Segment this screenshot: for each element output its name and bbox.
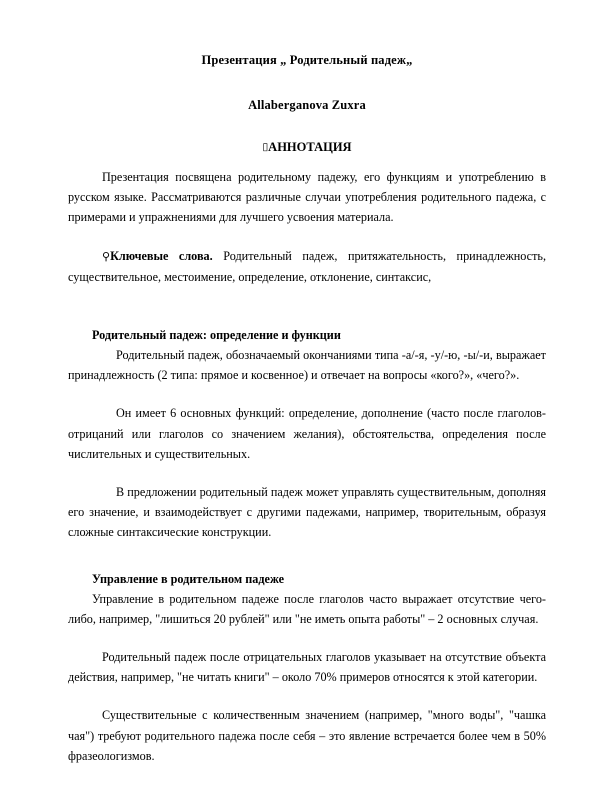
section-paragraph: Родительный падеж после отрицательных глаголов указывает на отсутствие объекта действия, например, "не читать книги" – около 70% примеров относятся к этой категории. [68,650,546,685]
spacer [68,385,546,403]
section-heading-definition: Родительный падеж: определение и функции [92,328,341,343]
section-paragraph: Существительные с количественным значением (например, "много воды", "чашка чая") требуют родительного падежа после себя – это явление встречается более чем в 50% фразеологизмов. [68,708,546,763]
spacer [68,158,546,167]
spacer [68,464,546,482]
author-name: Allaberganova Zuxra [248,98,366,112]
spacer [68,629,546,647]
page-title: Презентация „ Родительный падеж„ [201,53,413,67]
section-paragraph: Родительный падеж, обозначаемый окончаниями типа -а/-я, -у/-ю, -ы/-и, выражает принадлежность (2 типа: прямое и косвенное) и отвечает на вопросы «кого?», «чего?». [68,348,546,383]
missing-glyph-icon: ▯ [262,141,269,153]
keywords-paragraph [68,246,546,287]
document-content [68,0,546,766]
spacer [68,228,546,246]
annotation-heading-label: АННОТАЦИЯ [268,140,352,154]
annotation-heading [68,115,546,158]
section-heading-government: Управление в родительном падеже [92,571,285,586]
section-paragraph: Он имеет 6 основных функций: определение, дополнение (часто после глаголов-отрицаний или глаголов со значением желания), обстоятельства, определения после числительных и существительных. [68,406,546,461]
keywords-list: Родительный падеж, притяжательность, принадлежность, существительное, местоимение, определение, отклонение, синтаксис, [68,248,547,284]
section-paragraph: Управление в родительном падеже после глаголов часто выражает отсутствие чего-либо, например, "лишиться 20 рублей" или "не иметь опыта работы" – 2 основных случая. [68,591,546,626]
keywords-label: Ключевые слова. [110,248,213,263]
spacer [68,543,546,569]
key-icon: ⚲ [102,249,111,263]
spacer [68,287,546,325]
annotation-paragraph: Презентация посвящена родительному падежу, его функциям и употреблению в русском языке. Рассматриваются различные случаи употребления родительного падежа, с примерами и упражнениями для лучшего усвоения материала. [68,170,546,225]
section-paragraph: В предложении родительный падеж может управлять существительным, дополняя его значение, и взаимодействует с другими падежами, например, творительным, образуя сложные синтаксические конструкции. [68,485,546,540]
spacer [68,687,546,705]
